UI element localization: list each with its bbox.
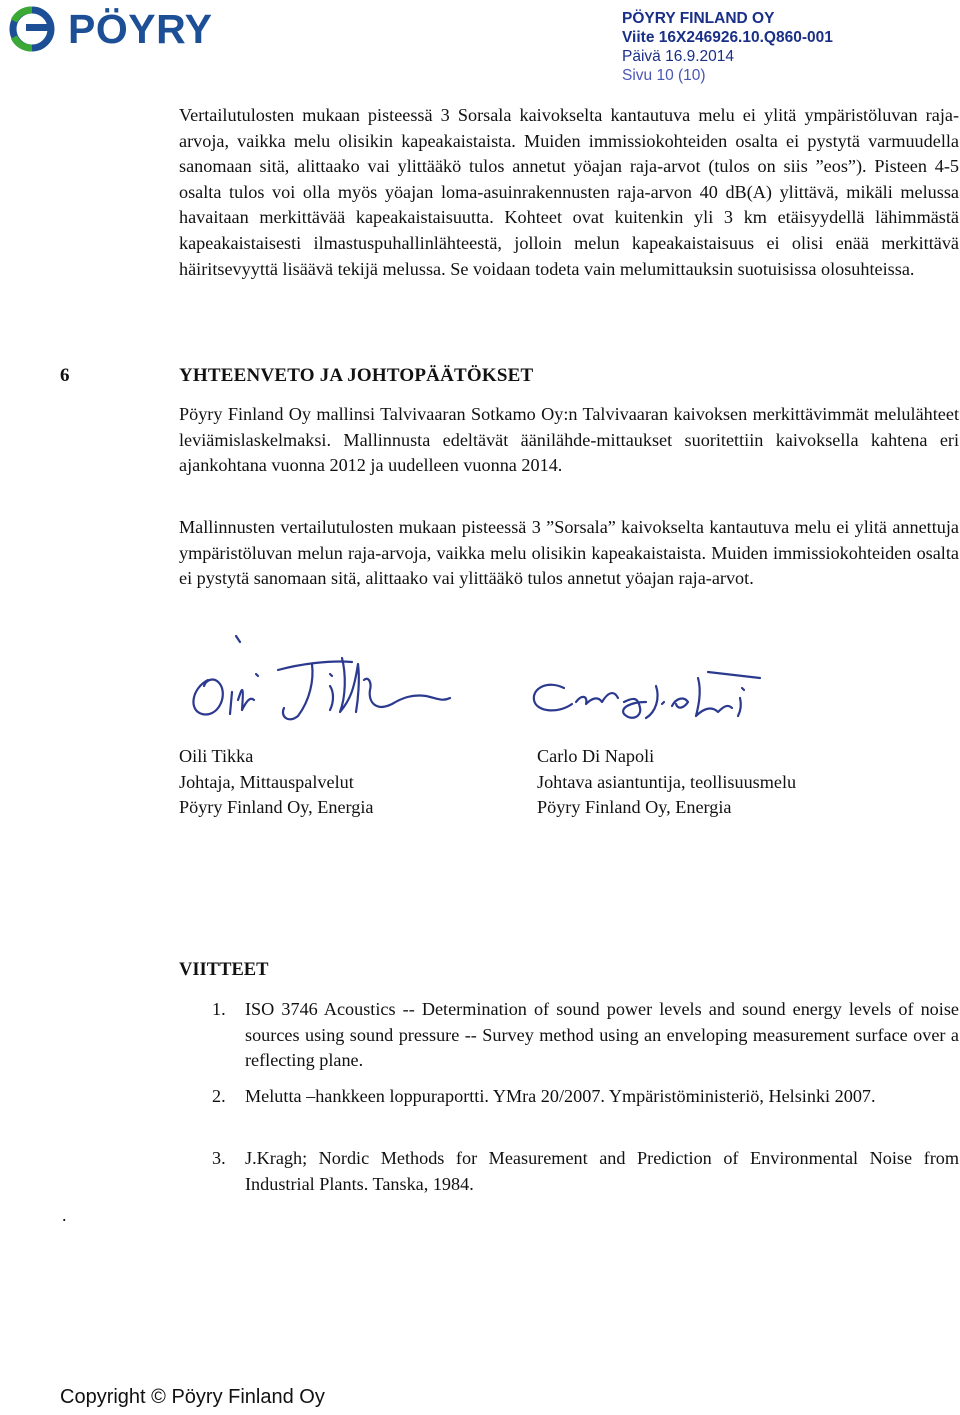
logo-text: PÖYRY [68,6,213,52]
signer-name: Oili Tikka [179,746,254,766]
poyry-logo-icon [6,6,62,52]
paragraph-conclusion: Mallinnusten vertailutulosten mukaan pisteessä 3 ”Sorsala” kaivokselta kantautuva melu ei ylitä annettuja ympäristöluvan melun raja-arvoja, vaikka melu olisikin kapeakaistaista. Muiden immissiokohteiden osalta ei pystytä sanomaan sitä, alittaako vai ylittääkö tulos annetut yöajan raja-arvot. [179,517,959,589]
reference-number: 3. [212,1148,226,1168]
signer-carlo-di-napoli [537,744,796,821]
paragraph-comparison-results: Vertailutulosten mukaan pisteessä 3 Sorsala kaivokselta kantautuva melu ei ylitä ympäristöluvan raja-arvoja, vaikka melu olisikin kapeakaistaista. Muiden immissiokohteiden osalta ei pystytä varmuudella sanomaan sitä, alittaako vai ylittääkö tulos annetut yöajan raja-arvot (tulos on siis ”eos”). Pisteen 4-5 osalta tulos voi olla myös yöajan loma-asuinrakennusten raja-arvon 40 dB(A) ylittävä, mikäli melussa havaitaan merkittävää kapeakaistaisuutta. Kohteet ovat kuitenkin yli 3 km etäisyydellä lähimmästä kapeakaistaisesti ilmastuspuhallinlähteestä, jolloin melun kapeakaistaisuus ei olisi enää merkittävä häiritsevyyttä lisäävä tekijä melussa. Se voidaan todeta vain melumittauksin suotuisissa olosuhteissa. [179,105,959,279]
signer-title: Johtaja, Mittauspalvelut [179,771,354,792]
signer-organization: Pöyry Finland Oy, Energia [537,797,732,817]
signer-oili-tikka [179,744,374,821]
company-logo [6,6,246,52]
header-company: PÖYRY FINLAND OY [622,10,775,27]
signature-oili-tikka [180,630,470,730]
header-date: Päivä 16.9.2014 [622,48,735,65]
section-title: YHTEENVETO JA JOHTOPÄÄTÖKSET [179,365,534,386]
references-title: VIITTEET [179,960,269,980]
reference-text: ISO 3746 Acoustics -- Determination of sound power levels and sound energy levels of noise sources using sound pressure -- Survey method using an enveloping measurement surface over a reflecting plane. [245,999,959,1071]
reference-number: 2. [212,1086,226,1106]
paragraph-summary: Pöyry Finland Oy mallinsi Talvivaaran Sotkamo Oy:n Talvivaaran kaivoksen merkittävimmät melulähteet leviämislaskelmaksi. Mallinnusta edeltävät äänilähde-mittaukset suoritettiin kaivoksella kahtena eri ajankohtana vuonna 2012 ja uudelleen vuonna 2014. [179,404,959,476]
signature-carlo-di-napoli [528,668,778,728]
signer-organization: Pöyry Finland Oy, Energia [179,797,374,817]
section-number: 6 [60,365,70,386]
header-reference: Viite 16X246926.10.Q860-001 [622,29,833,46]
reference-text: J.Kragh; Nordic Methods for Measurement and Prediction of Environmental Noise from Industrial Plants. Tanska, 1984. [245,1148,959,1194]
stray-dot: . [62,1205,67,1225]
document-header [622,9,833,85]
reference-number: 1. [212,999,226,1019]
header-page-number: Sivu 10 (10) [622,67,706,84]
signer-name: Carlo Di Napoli [537,746,655,766]
reference-text: Melutta –hankkeen loppuraportti. YMra 20/2007. Ympäristöministeriö, Helsinki 2007. [245,1086,876,1106]
copyright-footer: Copyright © Pöyry Finland Oy [60,1386,325,1408]
signer-title: Johtava asiantuntija, teollisuusmelu [537,771,797,792]
